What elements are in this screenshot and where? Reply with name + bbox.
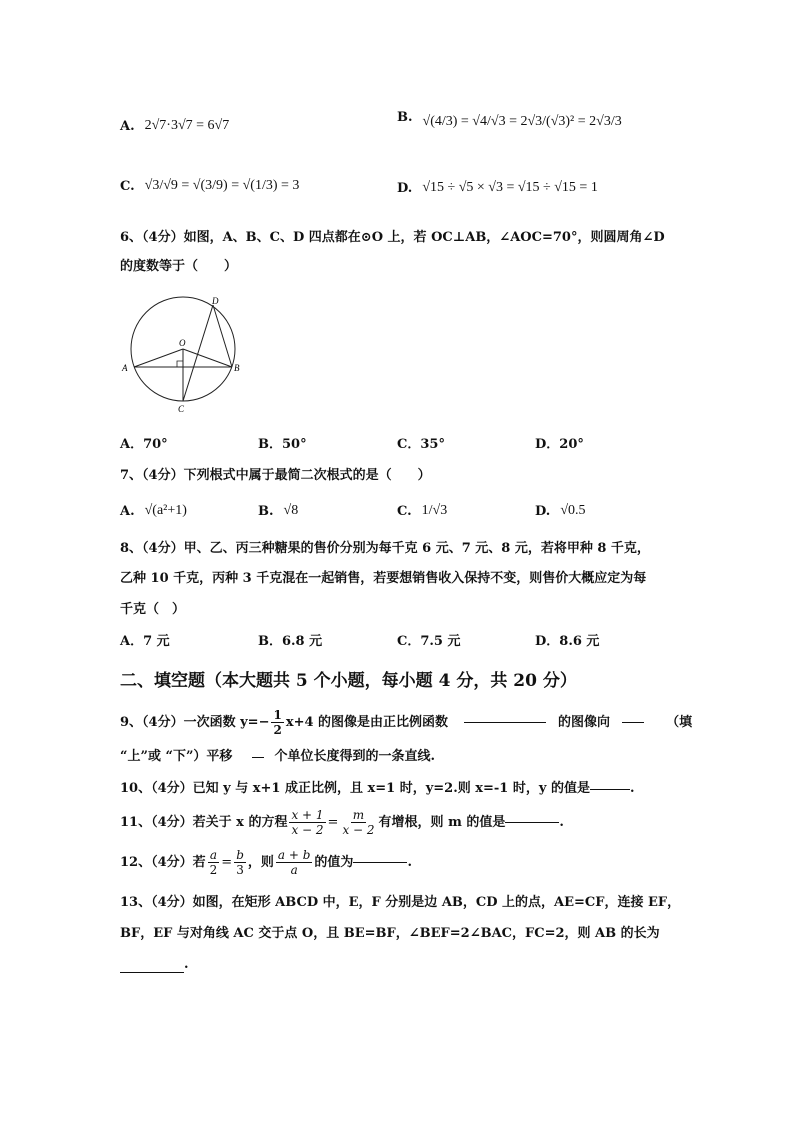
q12-frac-1 bbox=[208, 848, 220, 877]
q7-stem: 7、（4分）下列根式中属于最简二次根式的是（ ） bbox=[120, 468, 431, 483]
segment-dc bbox=[183, 305, 213, 401]
segment-ao bbox=[134, 349, 183, 367]
q12-blank[interactable] bbox=[353, 862, 407, 863]
q11-frac-1-den: x − 2 bbox=[291, 823, 324, 837]
q9-line2a: “上”或 “下”）平移 bbox=[120, 749, 233, 764]
q5-option-c[interactable] bbox=[120, 178, 299, 194]
q11-line bbox=[120, 808, 564, 837]
q9-blank-1[interactable] bbox=[464, 722, 546, 723]
q6-option-c[interactable]: C．35° bbox=[397, 437, 445, 452]
q6-stem-line1: 6、（4分）如图，A、B、C、D 四点都在⊙O 上，若 OC⊥AB，∠AOC=70°，则圆周角∠D bbox=[120, 230, 665, 245]
q11-frac-1 bbox=[289, 808, 325, 837]
q5-option-b-expr: √(4/3) = √4/√3 = 2√3/(√3)² = 2√3/3 bbox=[422, 114, 622, 129]
q8-option-d[interactable]: D．8.6 元 bbox=[535, 634, 600, 649]
q12-frac-2-num: b bbox=[236, 848, 244, 862]
q9-blank-2[interactable] bbox=[622, 722, 644, 723]
label-c: C bbox=[178, 404, 185, 414]
q7-option-a-expr: √(a²+1) bbox=[144, 503, 187, 518]
q12-frac-3-den: a bbox=[290, 863, 298, 877]
q9-post: x+4 的图像是由正比例函数 bbox=[285, 714, 449, 730]
q7-option-d-label: D. bbox=[535, 503, 551, 519]
q11-post: 有增根，则 m 的值是 bbox=[378, 814, 506, 830]
q9-pre: 9、（4分）一次函数 y=− bbox=[120, 714, 270, 730]
q12-mid: ，则 bbox=[247, 854, 274, 870]
q12-post: 的值为 bbox=[314, 854, 354, 870]
q7-option-b[interactable] bbox=[258, 503, 298, 519]
q13-end: . bbox=[184, 957, 189, 972]
q8-option-b[interactable]: B．6.8 元 bbox=[258, 634, 323, 649]
label-a: A bbox=[122, 363, 128, 373]
q7-option-c[interactable] bbox=[397, 503, 447, 519]
q9-line2 bbox=[120, 748, 435, 766]
q7-option-b-expr: √8 bbox=[283, 503, 299, 518]
q5-option-d-expr: √15 ÷ √5 × √3 = √15 ÷ √15 = 1 bbox=[422, 180, 598, 195]
q10-blank[interactable] bbox=[590, 789, 630, 790]
q5-option-a-label: A. bbox=[120, 118, 135, 134]
q11-frac-1-num: x + 1 bbox=[291, 808, 324, 822]
q9-fraction bbox=[271, 708, 283, 737]
q12-pre: 12、（4分）若 bbox=[120, 854, 206, 870]
q8-option-a[interactable]: A．7 元 bbox=[120, 634, 170, 649]
q9-frac-num: 1 bbox=[273, 708, 282, 722]
q8-stem-line2: 乙种 10 千克，丙种 3 千克混在一起销售，若要想销售收入保持不变，则售价大概应定为每 bbox=[120, 571, 647, 586]
q12-end: . bbox=[407, 854, 412, 870]
q13-line2: BF，EF 与对角线 AC 交于点 O，且 BE=BF，∠BEF=2∠BAC，FC=2，则 AB 的长为 bbox=[120, 926, 660, 941]
q5-option-c-label: C. bbox=[120, 178, 135, 194]
q12-frac-3-num: a + b bbox=[277, 848, 311, 862]
q7-option-a-label: A. bbox=[120, 503, 135, 519]
q13-line3 bbox=[120, 956, 189, 974]
q5-option-c-expr: √3/√9 = √(3/9) = √(1/3) = 3 bbox=[144, 178, 300, 193]
q11-frac-2-num: m bbox=[352, 808, 365, 822]
q5-option-d-label: D. bbox=[397, 180, 413, 196]
q6-option-a[interactable]: A．70° bbox=[120, 437, 168, 452]
q12-eq: = bbox=[221, 854, 233, 870]
q9-blank-3[interactable] bbox=[252, 757, 264, 758]
q11-end: . bbox=[559, 814, 564, 830]
section-2-title: 二、填空题（本大题共 5 个小题，每小题 4 分，共 20 分） bbox=[120, 671, 577, 691]
q10-line bbox=[120, 780, 635, 798]
q7-option-d-expr: √0.5 bbox=[560, 503, 586, 518]
q9-line2b: 个单位长度得到的一条直线. bbox=[274, 749, 435, 764]
q9-frac-den: 2 bbox=[273, 723, 282, 737]
q6-stem-line2: 的度数等于（ ） bbox=[120, 259, 238, 274]
q10-text: 10、（4分）已知 y 与 x+1 成正比例，且 x=1 时，y=2.则 x=-1 时，y 的值是 bbox=[120, 781, 590, 796]
q13-line1: 13、（4分）如图，在矩形 ABCD 中，E，F 分别是边 AB，CD 上的点，AE=CF，连接 EF， bbox=[120, 895, 681, 910]
q8-option-c[interactable]: C．7.5 元 bbox=[397, 634, 461, 649]
q7-option-c-label: C. bbox=[397, 503, 412, 519]
q11-blank[interactable] bbox=[505, 822, 559, 823]
label-o: O bbox=[179, 338, 186, 348]
q7-option-a[interactable] bbox=[120, 503, 187, 519]
label-b: B bbox=[234, 363, 240, 373]
q12-line bbox=[120, 848, 412, 877]
q11-pre: 11、（4分）若关于 x 的方程 bbox=[120, 814, 288, 830]
q12-frac-1-den: 2 bbox=[209, 863, 218, 877]
q10-end: . bbox=[629, 781, 635, 796]
q5-option-a-expr: 2√7·3√7 = 6√7 bbox=[144, 118, 230, 133]
q7-option-d[interactable] bbox=[535, 503, 586, 519]
q5-option-d[interactable] bbox=[397, 180, 598, 196]
q7-option-b-label: B. bbox=[258, 503, 274, 519]
q5-option-b-label: B. bbox=[397, 109, 413, 125]
right-angle-mark bbox=[177, 361, 183, 367]
q8-stem-line3: 千克（ ） bbox=[120, 602, 186, 617]
segment-db bbox=[213, 305, 232, 367]
q9-mid1: 的图像向 bbox=[558, 714, 611, 730]
q11-eq: = bbox=[327, 814, 339, 830]
q12-frac-3 bbox=[276, 848, 313, 877]
segment-ob bbox=[183, 349, 232, 367]
q6-circle-figure bbox=[120, 296, 250, 416]
q6-option-d[interactable]: D．20° bbox=[535, 437, 584, 452]
q6-option-b[interactable]: B．50° bbox=[258, 437, 307, 452]
label-d: D bbox=[212, 296, 219, 306]
q9-mid2: （填 bbox=[666, 714, 693, 730]
q7-option-c-expr: 1/√3 bbox=[421, 503, 448, 518]
q8-stem-line1: 8、（4分）甲、乙、丙三种糖果的售价分别为每千克 6 元、7 元、8 元，若将甲种 8 千克， bbox=[120, 541, 650, 556]
q9-line1 bbox=[120, 708, 692, 737]
q12-frac-1-num: a bbox=[209, 848, 218, 862]
q12-frac-2 bbox=[234, 848, 246, 877]
q11-frac-2 bbox=[340, 808, 376, 837]
q5-option-a[interactable] bbox=[120, 118, 229, 134]
q12-frac-2-den: 3 bbox=[236, 863, 244, 877]
q13-blank[interactable] bbox=[120, 958, 184, 973]
q11-frac-2-den: x − 2 bbox=[342, 823, 375, 837]
q5-option-b[interactable] bbox=[397, 104, 622, 130]
